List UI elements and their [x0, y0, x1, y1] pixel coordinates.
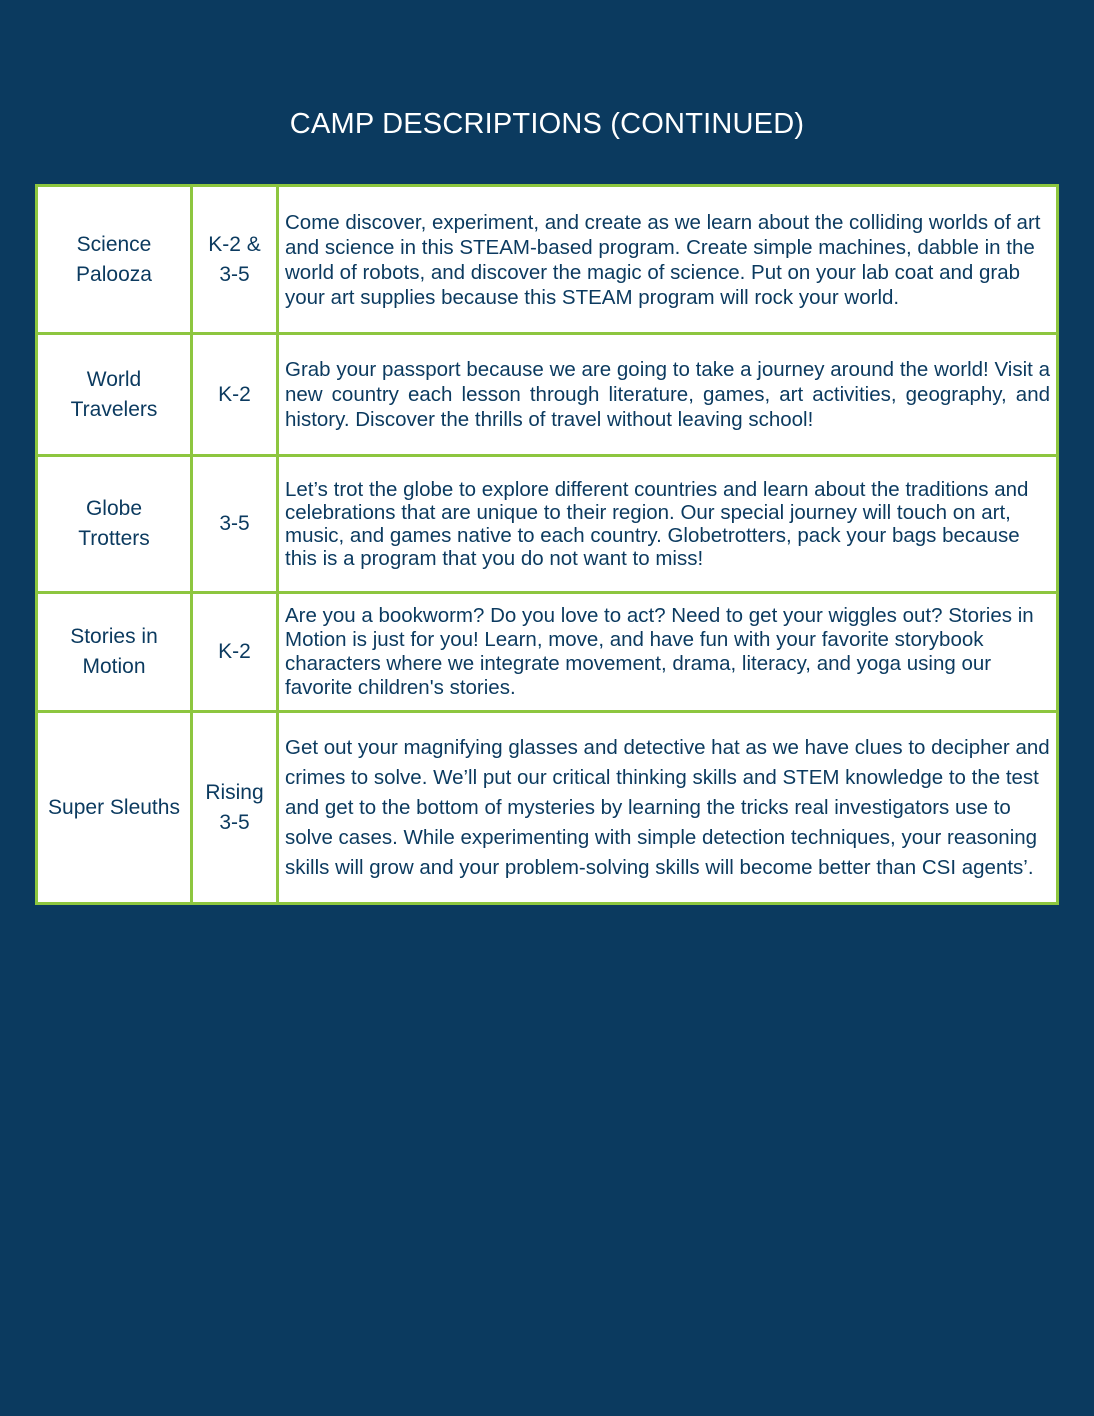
camp-name: Stories in Motion [37, 593, 192, 712]
camp-name: Science Palooza [37, 186, 192, 334]
camp-description: Come discover, experiment, and create as we learn about the colliding worlds of art and science in this STEAM-based program. Create simple machines, dabble in the world of robots, and discover the magic of science. Put on your lab coat and grab your art supplies because this STEAM program will rock your world. [278, 186, 1058, 334]
camp-description: Let’s trot the globe to explore different countries and learn about the traditions and celebrations that are unique to their region. Our special journey will touch on art, music, and games native to each country. Globetrotters, pack your bags because this is a program that you do not want to miss! [278, 456, 1058, 593]
camp-description: Grab your passport because we are going to take a journey around the world! Visit a new country each lesson through literature, games, art activities, geography, and history. Discover the thrills of travel without leaving school! [278, 334, 1058, 456]
table-row [37, 712, 1058, 904]
camp-grade: K-2 [192, 334, 278, 456]
camp-grade: K-2 & 3-5 [192, 186, 278, 334]
page-title: CAMP DESCRIPTIONS (CONTINUED) [289, 108, 805, 140]
table-row [37, 593, 1058, 712]
table-row [37, 186, 1058, 334]
camp-grade: Rising 3-5 [192, 712, 278, 904]
camp-descriptions-table [35, 184, 1059, 905]
camp-name: Super Sleuths [37, 712, 192, 904]
camp-name: Globe Trotters [37, 456, 192, 593]
camp-grade: 3-5 [192, 456, 278, 593]
table-row [37, 334, 1058, 456]
camp-grade: K-2 [192, 593, 278, 712]
camp-description: Get out your magnifying glasses and detective hat as we have clues to decipher and crimes to solve. We’ll put our critical thinking skills and STEM knowledge to the test and get to the bottom of mysteries by learning the tricks real investigators use to solve cases. While experimenting with simple detection techniques, your reasoning skills will grow and your problem-solving skills will become better than CSI agents’. [278, 712, 1058, 904]
camp-name: World Travelers [37, 334, 192, 456]
table-row [37, 456, 1058, 593]
camp-description: Are you a bookworm? Do you love to act? Need to get your wiggles out? Stories in Motion is just for you! Learn, move, and have fun with your favorite storybook characters where we integrate movement, drama, literacy, and yoga using our favorite children's stories. [278, 593, 1058, 712]
